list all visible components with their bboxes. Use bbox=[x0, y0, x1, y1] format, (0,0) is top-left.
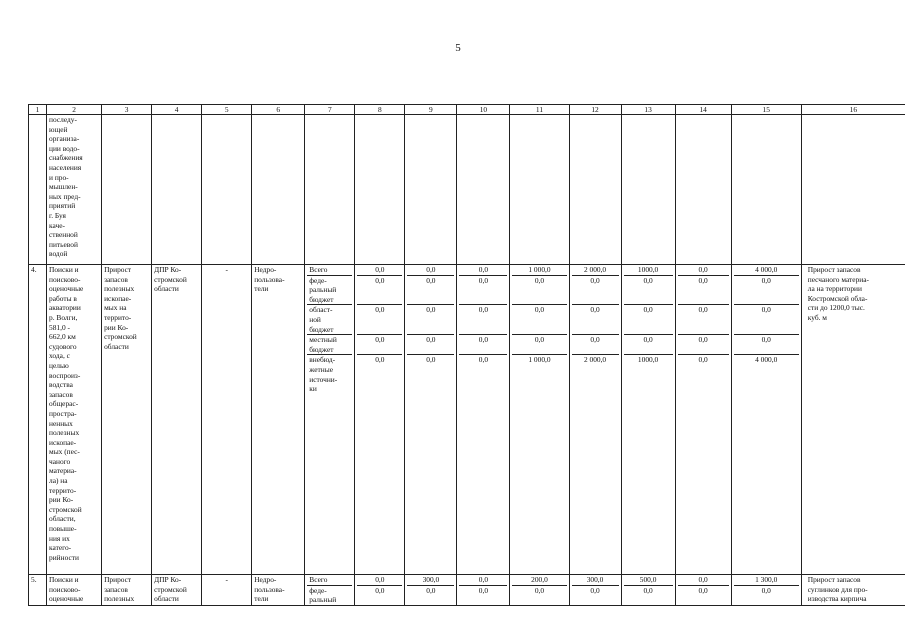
cell-activity: последу- ющей организа- ции водо- снабжения населения и про- мышлен- ных пред- приятий г. Буя каче- ственной питьевой водой bbox=[47, 115, 102, 265]
header-cell: 3 bbox=[102, 105, 152, 115]
header-cell: 14 bbox=[675, 105, 731, 115]
header-cell: 12 bbox=[569, 105, 621, 115]
cell-dash: - bbox=[202, 265, 252, 575]
header-cell: 9 bbox=[405, 105, 457, 115]
header-cell: 16 bbox=[801, 105, 905, 115]
table-row-continuation bbox=[29, 115, 905, 265]
cell-expected-result: Прирост запасов песчаного материа- ла на территории Костромской обла- сти до 1200,0 тыс. куб. м bbox=[801, 265, 905, 575]
table-row-5 bbox=[29, 575, 905, 606]
source-local: местный бюджет bbox=[307, 335, 352, 355]
cell bbox=[252, 115, 305, 265]
cell bbox=[457, 115, 510, 265]
cell-partner: Недро- пользова- тели bbox=[252, 575, 305, 606]
source-federal: феде- ральный bbox=[309, 585, 337, 605]
header-cell: 13 bbox=[621, 105, 675, 115]
source-federal: феде- ральный бюджет bbox=[307, 276, 352, 306]
cell-sources bbox=[305, 265, 355, 575]
header-cell: 15 bbox=[731, 105, 801, 115]
cell-values-col13: 500,0 0,0 bbox=[621, 575, 675, 606]
cell-executor: ДПР Ко- стромской области bbox=[152, 575, 202, 606]
cell-values-col14: 0,0 0,0 0,0 0,0 0,0 bbox=[675, 265, 731, 575]
cell-num bbox=[29, 115, 47, 265]
cell-values-col15: 4 000,0 0,0 0,0 0,0 4 000,0 bbox=[731, 265, 801, 575]
cell bbox=[510, 115, 569, 265]
cell-values-col11: 200,0 0,0 bbox=[510, 575, 569, 606]
cell-values-col12: 2 000,0 0,0 0,0 0,0 2 000,0 bbox=[569, 265, 621, 575]
cell-partner: Недро- пользова- тели bbox=[252, 265, 305, 575]
cell bbox=[675, 115, 731, 265]
source-regional: област- ной бюджет bbox=[307, 305, 352, 335]
source-total: Всего bbox=[307, 575, 352, 586]
table-row-4 bbox=[29, 265, 905, 575]
cell-executor: ДПР Ко- стромской области bbox=[152, 265, 202, 575]
header-cell: 6 bbox=[252, 105, 305, 115]
cell-values-col10: 0,0 0,0 bbox=[457, 575, 510, 606]
cell-activity: Поиски и поисково- оценочные bbox=[47, 575, 102, 606]
cell bbox=[801, 115, 905, 265]
page-number: 5 bbox=[455, 42, 461, 54]
cell-values-col9: 300,0 0,0 bbox=[405, 575, 457, 606]
header-cell: 5 bbox=[202, 105, 252, 115]
cell-values-col8: 0,0 0,0 bbox=[355, 575, 405, 606]
header-cell: 7 bbox=[305, 105, 355, 115]
cell-values-col13: 1000,0 0,0 0,0 0,0 1000,0 bbox=[621, 265, 675, 575]
cell bbox=[202, 115, 252, 265]
cell-result: Прирост запасов полезных ископае- мых на террито- рии Ко- стромской области bbox=[102, 265, 152, 575]
cell-values-col14: 0,0 0,0 bbox=[675, 575, 731, 606]
cell-values-col12: 300,0 0,0 bbox=[569, 575, 621, 606]
cell bbox=[621, 115, 675, 265]
header-cell: 4 bbox=[152, 105, 202, 115]
cell-values-col11: 1 000,0 0,0 0,0 0,0 1 000,0 bbox=[510, 265, 569, 575]
cell-result: Прирост запасов полезных bbox=[102, 575, 152, 606]
cell-num: 5. bbox=[29, 575, 47, 606]
cell bbox=[405, 115, 457, 265]
source-total: Всего bbox=[307, 265, 352, 276]
header-cell: 11 bbox=[510, 105, 569, 115]
header-cell: 8 bbox=[355, 105, 405, 115]
cell bbox=[102, 115, 152, 265]
cell bbox=[731, 115, 801, 265]
cell-expected-result: Прирост запасов суглинков для про- изводства кирпича bbox=[801, 575, 905, 606]
cell-sources bbox=[305, 575, 355, 606]
cell-values-col15: 1 300,0 0,0 bbox=[731, 575, 801, 606]
header-cell: 2 bbox=[47, 105, 102, 115]
cell bbox=[355, 115, 405, 265]
header-cell: 10 bbox=[457, 105, 510, 115]
program-table bbox=[28, 104, 905, 606]
cell-values-col10: 0,0 0,0 0,0 0,0 0,0 bbox=[457, 265, 510, 575]
table-header-row bbox=[29, 105, 905, 115]
cell bbox=[152, 115, 202, 265]
cell-num: 4. bbox=[29, 265, 47, 575]
cell-dash: - bbox=[202, 575, 252, 606]
cell-values-col8: 0,0 0,0 0,0 0,0 0,0 bbox=[355, 265, 405, 575]
cell bbox=[569, 115, 621, 265]
cell-values-col9: 0,0 0,0 0,0 0,0 0,0 bbox=[405, 265, 457, 575]
cell bbox=[305, 115, 355, 265]
source-offbudget: внебюд- жетные источни- ки bbox=[309, 355, 338, 394]
cell-activity: Поиски и поисково- оценочные работы в акватории р. Волги, 581,0 - 662,0 км судового хода, с целью воспроиз- водства запасов общерас- простра- ненных полезных ископае- мых (пес- чаного материа- ла) на террито- рии Ко- стромской области, повыше- ния их катего- рийности bbox=[47, 265, 102, 575]
header-cell: 1 bbox=[29, 105, 47, 115]
